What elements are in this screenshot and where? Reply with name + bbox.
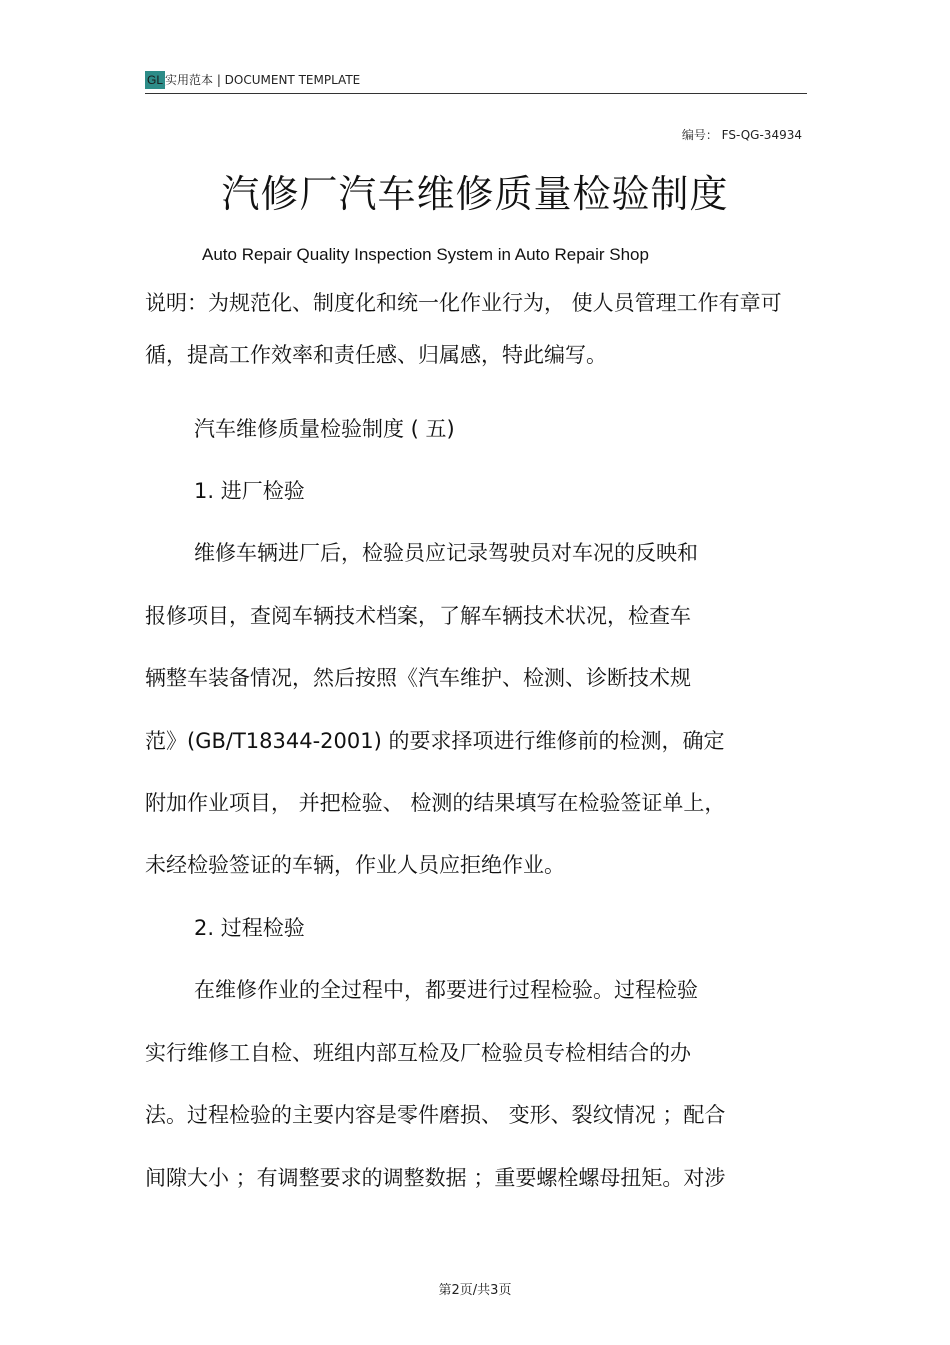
body-line: 未经检验签证的车辆，作业人员应拒绝作业。	[145, 853, 565, 877]
section-heading: 汽车维修质量检验制度 ( 五)	[194, 417, 455, 441]
body-line: 循，提高工作效率和责任感、归属感，特此编写。	[145, 343, 607, 367]
header-divider	[145, 93, 807, 94]
body-line: 辆整车装备情况，然后按照《汽车维护、检测、诊断技术规	[145, 666, 691, 690]
document-title: 汽修厂汽车维修质量检验制度	[221, 172, 729, 216]
document-subtitle: Auto Repair Quality Inspection System in Auto Repair Shop	[202, 245, 649, 264]
page-header	[145, 70, 807, 92]
body-line: 说明：为规范化、制度化和统一化作业行为， 使人员管理工作有章可	[145, 291, 782, 315]
logo: GL	[146, 73, 163, 87]
document-number: 编号： FS-QG-34934	[681, 128, 802, 142]
subsection-heading: 1. 进厂检验	[194, 479, 305, 503]
body-line: 法。过程检验的主要内容是零件磨损、 变形、裂纹情况 ；配合	[145, 1103, 726, 1127]
subsection-heading: 2. 过程检验	[194, 916, 305, 940]
header-text: 实用范本 | DOCUMENT TEMPLATE	[165, 73, 361, 87]
body-line: 附加作业项目， 并把检验、 检测的结果填写在检验签证单上，	[145, 791, 726, 815]
body-line: 维修车辆进厂后，检验员应记录驾驶员对车况的反映和	[194, 541, 698, 565]
body-line: 实行维修工自检、班组内部互检及厂检验员专检相结合的办	[145, 1041, 691, 1065]
body-line: 报修项目，查阅车辆技术档案，了解车辆技术状况，检查车	[145, 604, 691, 628]
body-line: 范》(GB/T18344-2001) 的要求择项进行维修前的检测，确定	[145, 729, 725, 753]
body-line: 在维修作业的全过程中，都要进行过程检验。过程检验	[194, 978, 698, 1002]
page-footer: 第2页/共3页	[438, 1283, 512, 1298]
body-line: 间隙大小 ；有调整要求的调整数据 ；重要螺栓螺母扭矩。对涉	[145, 1166, 726, 1190]
